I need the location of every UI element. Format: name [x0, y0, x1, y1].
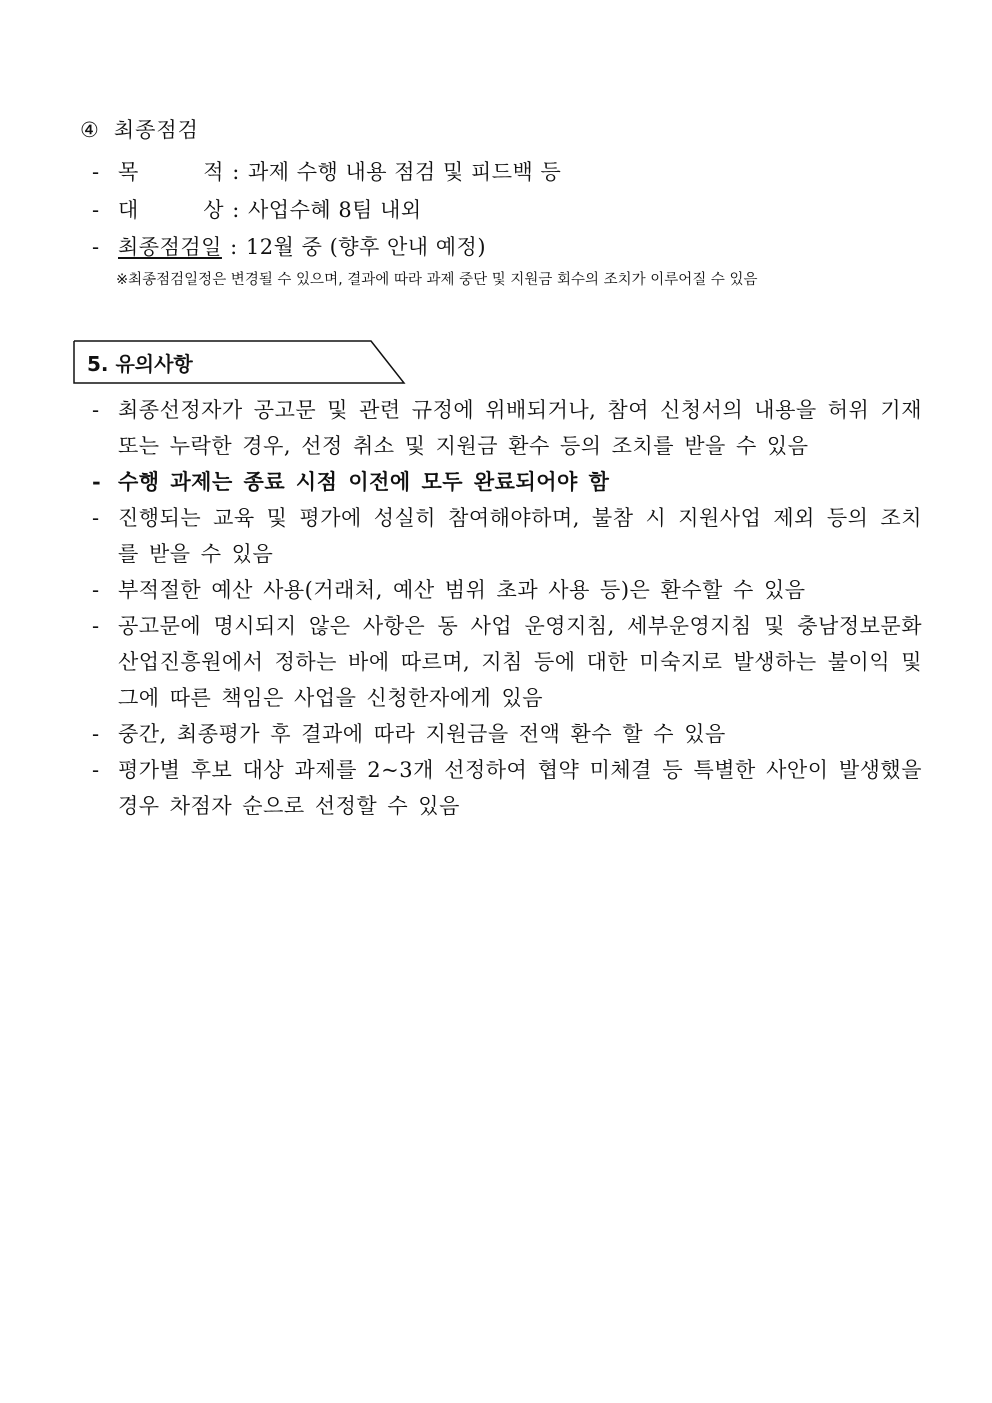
notice-bullet-list: [92, 392, 922, 824]
bullet-dash: -: [92, 398, 100, 422]
section-5-title-box: [73, 340, 413, 384]
item-separator: :: [230, 235, 238, 259]
bullet-dash: -: [92, 614, 100, 638]
final-check-item-target: [92, 194, 422, 224]
notice-bullet-6: [92, 716, 922, 752]
item-separator: :: [232, 160, 240, 184]
final-check-note: ※최종점검일정은 변경될 수 있으며, 결과에 따라 과제 중단 및 지원금 회수의 조치가 이루어질 수 있음: [116, 272, 758, 288]
label-char: 대: [118, 198, 139, 222]
bullet-text: 평가별 후보 대상 과제를 2~3개 선정하여 협약 미체결 등 특별한 사안이 발생했을 경우 차점자 순으로 선정할 수 있음: [118, 758, 922, 818]
notice-bullet-7: [92, 752, 922, 824]
bullet-text: 중간, 최종평가 후 결과에 따라 지원금을 전액 환수 할 수 있음: [118, 722, 726, 746]
item-value-purpose: 과제 수행 내용 점검 및 피드백 등: [248, 160, 562, 184]
item-label-date: 최종점검일: [118, 235, 222, 259]
bullet-text: 최종선정자가 공고문 및 관련 규정에 위배되거나, 참여 신청서의 내용을 허위 기재 또는 누락한 경우, 선정 취소 및 지원금 환수 등의 조치를 받을 수 있음: [118, 398, 922, 458]
bullet-text: 부적절한 예산 사용(거래처, 예산 범위 초과 사용 등)은 환수할 수 있음: [118, 578, 806, 602]
item-dash: -: [92, 198, 100, 222]
bullet-text: 공고문에 명시되지 않은 사항은 동 사업 운영지침, 세부운영지침 및 충남정보문화산업진흥원에서 정하는 바에 따르며, 지침 등에 대한 미숙지로 발생하는 불이익 및 그에 따른 책임은 사업을 신청한자에게 있음: [118, 614, 922, 710]
notice-bullet-1: [92, 392, 922, 464]
item-separator: :: [232, 198, 240, 222]
item-label-purpose: [118, 156, 224, 186]
item-dash: -: [92, 235, 100, 259]
final-check-item-date: [92, 231, 486, 261]
item-value-date: 12월 중 (향후 안내 예정): [245, 235, 487, 259]
notice-bullet-2: [92, 464, 922, 500]
circled-number-four: ④: [80, 118, 100, 142]
bullet-text: 진행되는 교육 및 평가에 성실히 참여해야하며, 불참 시 지원사업 제외 등의 조치를 받을 수 있음: [118, 506, 922, 566]
final-check-item-purpose: [92, 156, 561, 186]
item-value-target: 사업수혜 8팀 내외: [248, 198, 422, 222]
final-check-heading-text: 최종점검: [113, 118, 199, 142]
bullet-dash: -: [92, 506, 100, 530]
notice-bullet-3: [92, 500, 922, 572]
label-char: 목: [118, 160, 139, 184]
item-label-target: [118, 194, 224, 224]
label-char: 적: [203, 160, 224, 184]
bullet-dash: -: [92, 578, 100, 602]
bullet-dash: -: [92, 469, 101, 494]
bullet-text: 수행 과제는 종료 시점 이전에 모두 완료되어야 함: [118, 469, 610, 494]
final-check-heading: [80, 114, 199, 144]
item-dash: -: [92, 160, 100, 184]
bullet-dash: -: [92, 758, 100, 782]
notice-bullet-5: [92, 608, 922, 716]
label-char: 상: [203, 198, 224, 222]
bullet-dash: -: [92, 722, 100, 746]
section-5-title: 5. 유의사항: [87, 352, 193, 376]
notice-bullet-4: [92, 572, 922, 608]
